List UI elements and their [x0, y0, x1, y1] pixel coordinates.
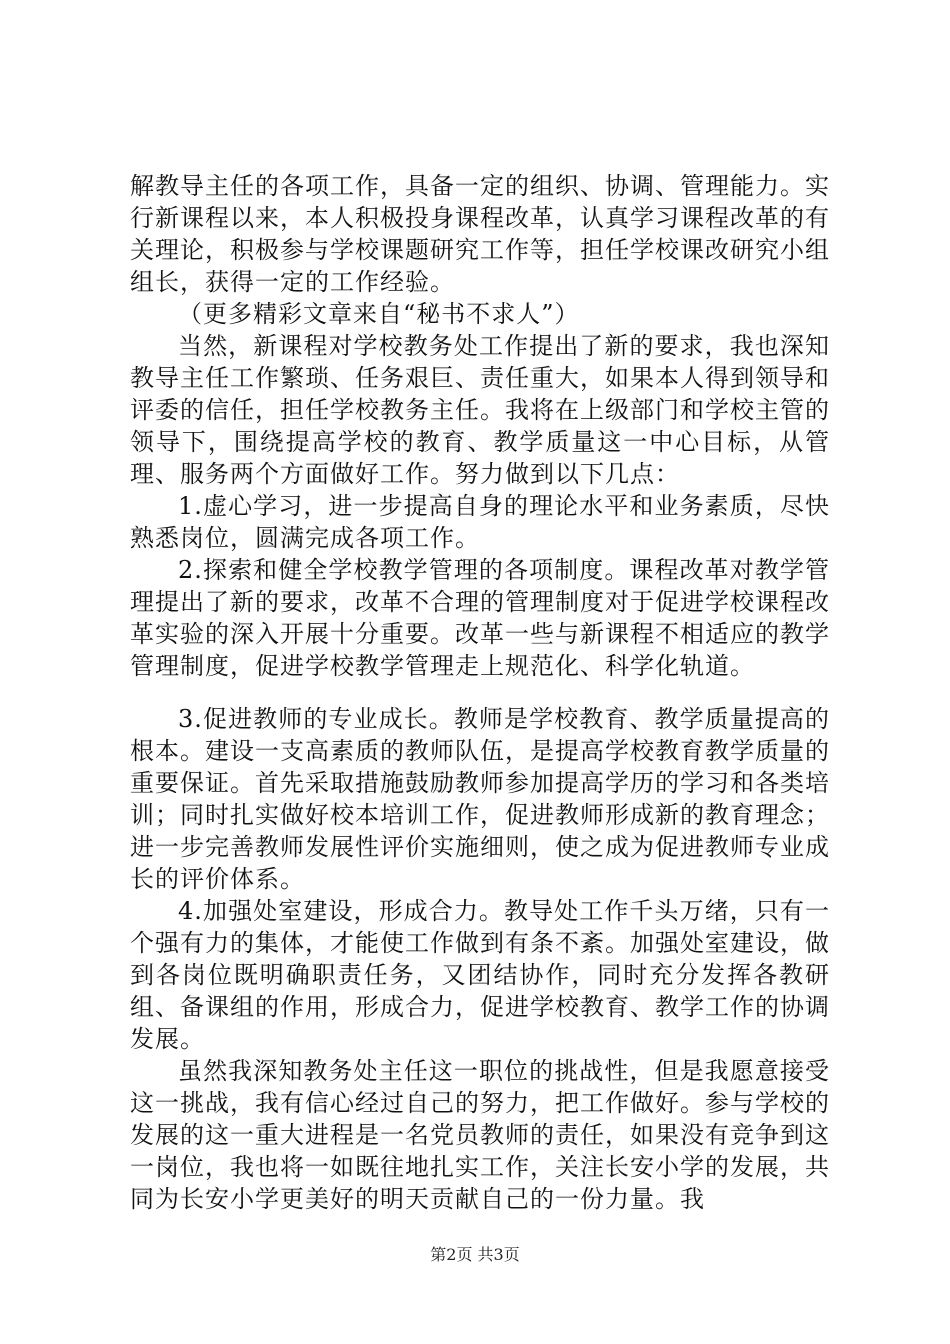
paragraph-1: 解教导主任的各项工作，具备一定的组织、协调、管理能力。实行新课程以来，本人积极投身课程改革，认真学习课程改革的有关理论，积极参与学校课题研究工作等，担任学校课改研究小组组长，获得一定的工作经验。 [130, 172, 830, 296]
document-body [130, 170, 830, 1215]
paragraph-2: （更多精彩文章来自“秘书不求人”） [178, 300, 580, 328]
paragraph-4: 1.虚心学习，进一步提高自身的理论水平和业务素质，尽快熟悉岗位，圆满完成各项工作。 [130, 492, 830, 552]
page-number-footer: 第2页 共3页 [430, 1245, 520, 1264]
paragraph-6: 3.促进教师的专业成长。教师是学校教育、教学质量提高的根本。建设一支高素质的教师队伍，是提高学校教育教学质量的重要保证。首先采取措施鼓励教师参加提高学历的学习和各类培训；同时扎实做好校本培训工作，促进教师形成新的教育理念；进一步完善教师发展性评价实施细则，使之成为促进教师专业成长的评价体系。 [130, 705, 830, 893]
paragraph-5: 2.探索和健全学校教学管理的各项制度。课程改革对教学管理提出了新的要求，改革不合理的管理制度对于促进学校课程改革实验的深入开展十分重要。改革一些与新课程不相适应的教学管理制度，促进学校教学管理走上规范化、科学化轨道。 [130, 556, 830, 680]
paragraph-7: 4.加强处室建设，形成合力。教导处工作千头万绪，只有一个强有力的集体，才能使工作做到有条不紊。加强处室建设，做到各岗位既明确职责任务，又团结协作，同时充分发挥各教研组、备课组的作用，形成合力，促进学校教育、教学工作的协调发展。 [130, 897, 830, 1053]
paragraph-8: 虽然我深知教务处主任这一职位的挑战性，但是我愿意接受这一挑战，我有信心经过自己的努力，把工作做好。参与学校的发展的这一重大进程是一名党员教师的责任，如果没有竞争到这一岗位，我也将一如既往地扎实工作，关注长安小学的发展，共同为长安小学更美好的明天贡献自己的一份力量。我 [130, 1057, 830, 1213]
paragraph-3: 当然，新课程对学校教务处工作提出了新的要求，我也深知教导主任工作繁琐、任务艰巨、责任重大，如果本人得到领导和评委的信任，担任学校教务主任。我将在上级部门和学校主管的领导下，围绕提高学校的教育、教学质量这一中心目标，从管理、服务两个方面做好工作。努力做到以下几点： [130, 332, 830, 488]
